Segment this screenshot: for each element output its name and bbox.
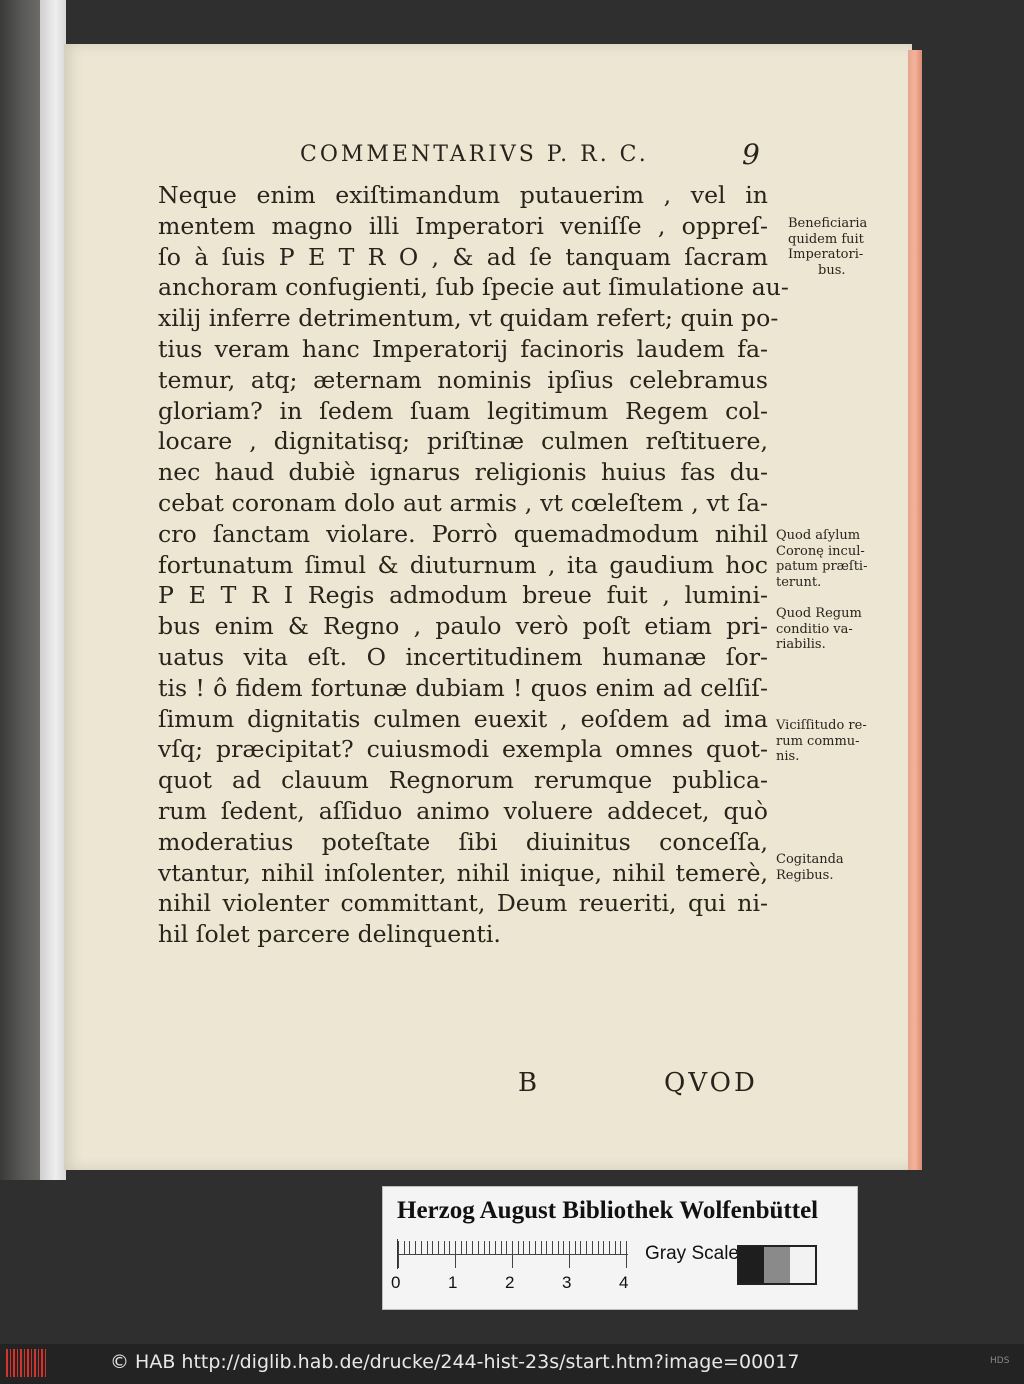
ruler-number: 4 [619, 1273, 629, 1292]
ruler-tick [535, 1241, 536, 1254]
marginal-line: terunt. [776, 574, 822, 590]
ruler-tick [409, 1241, 410, 1254]
signature-mark: B [518, 1068, 538, 1098]
text-line: tius veram hanc Imperatorij facinoris laudem fa- [158, 334, 768, 363]
text-line: rum ſedent, aſſiduo animo voluere addecet, quò [158, 796, 768, 825]
ruler-tick [404, 1241, 405, 1254]
ruler-tick [529, 1241, 530, 1254]
ruler-tick [546, 1241, 547, 1254]
text-line: nihil violenter committant, Deum reueriti, qui ni- [158, 889, 768, 918]
marginal-line: riabilis. [776, 637, 826, 652]
ruler-baseline [398, 1254, 628, 1255]
ruler-tick [575, 1241, 576, 1254]
marginal-line: Cogitanda [776, 852, 844, 867]
text-line: vtantur, nihil inſolenter, nihil inique, nihil temerè, [158, 858, 768, 887]
ruler-tick [586, 1241, 587, 1254]
marginal-line: Coronę incul- [776, 543, 865, 559]
marginal-line: conditio va- [776, 621, 853, 637]
text-line: Neque enim exiſtimandum putauerim , vel in [158, 181, 768, 209]
ruler-tick [552, 1241, 553, 1254]
text-line: hil ſolet parcere delinquenti. [158, 920, 501, 949]
marginal-note-2 [776, 528, 867, 590]
library-scale-card [382, 1186, 858, 1310]
swatch-mid [764, 1247, 789, 1283]
page-fore-edge [40, 0, 66, 1180]
marginal-note-4 [776, 718, 867, 765]
text-line: quot ad clauum Regnorum rerumque publica- [158, 766, 768, 795]
ruler-tick [478, 1241, 479, 1254]
marginal-line: Viciſſitudo re- [776, 718, 867, 733]
ruler-tick [421, 1241, 422, 1254]
ruler-tick [603, 1241, 604, 1254]
ruler-tick [484, 1241, 485, 1254]
marginal-note-1 [788, 216, 867, 278]
text-line: bus enim & Regno , paulo verò poſt etiam pri- [158, 612, 768, 641]
ruler-tick [592, 1241, 593, 1254]
library-name: Herzog August Bibliothek Wolfenbüttel [397, 1197, 819, 1224]
ruler-number: 0 [391, 1273, 401, 1292]
marginal-note-5 [776, 852, 844, 883]
ruler-tick [415, 1241, 416, 1254]
gray-scale-label: Gray Scale [645, 1243, 739, 1264]
ruler-tick [609, 1241, 610, 1254]
text-line: xilij inferre detrimentum, vt quidam refert; quin po- [158, 304, 779, 333]
text-line: P E T R I Regis admodum breue fuit , lumini- [158, 581, 768, 610]
ruler-numbers [391, 1273, 631, 1297]
marginal-line: Regibus. [776, 867, 834, 883]
marginal-line: Imperatori- [788, 247, 864, 262]
ruler-tick [615, 1241, 616, 1254]
text-line: mentem magno illi Imperatori veniſſe , oppreſ- [158, 211, 768, 240]
marginal-line: patum præſti- [776, 559, 868, 574]
ruler-tick [461, 1241, 462, 1254]
running-head: COMMENTARIVS P. R. C. [300, 142, 649, 167]
ruler-tick [598, 1241, 599, 1254]
text-line: uatus vita eſt. O incertitudinem humanæ ſor- [158, 642, 768, 671]
text-line: cro ſanctam violare. Porrò quemadmodum nihil [158, 519, 768, 548]
text-line: tis ! ô fidem fortunæ dubiam ! quos enim ad celſiſ- [158, 673, 768, 702]
text-line: ſimum dignitatis culmen euexit , eoſdem ad ima [158, 704, 768, 733]
ruler-tick [455, 1241, 456, 1268]
marginal-line: rum commu- [776, 733, 860, 749]
text-line: vſq; præcipitat? cuiusmodi exempla omnes quot- [158, 735, 768, 764]
text-line: moderatius poteſtate ſibi diuinitus conceſſa, [158, 827, 768, 856]
ruler-tick [620, 1241, 621, 1254]
page-number: 9 [742, 138, 760, 171]
page-red-edge [908, 50, 922, 1170]
catchword: QVOD [664, 1068, 758, 1098]
footer-mark: HDS [990, 1356, 1010, 1366]
ruler-tick [569, 1241, 570, 1268]
marginal-line: nis. [776, 749, 800, 764]
marginal-line: Quod aſylum [776, 528, 861, 543]
ruler-tick [518, 1241, 519, 1254]
ruler-tick [512, 1241, 513, 1268]
marginal-note-3 [776, 606, 862, 653]
ruler-tick [427, 1241, 428, 1254]
ruler-tick [449, 1241, 450, 1254]
text-line: cebat coronam dolo aut armis , vt cœleſtem , vt ſa- [158, 488, 768, 517]
text-line: fortunatum ſimul & diuturnum , ita gaudium hoc [158, 550, 768, 579]
copyright-url: © HAB http://diglib.hab.de/drucke/244-hist-23s/start.htm?image=00017 [110, 1351, 800, 1373]
ruler-tick [495, 1241, 496, 1254]
marginal-line: bus. [818, 262, 846, 278]
text-line: gloriam? in ſedem ſuam legitimum Regem col- [158, 396, 768, 425]
body-text [158, 180, 789, 950]
text-line: locare , dignitatisq; priſtinæ culmen reſtituere, [158, 427, 768, 456]
ruler-tick [466, 1241, 467, 1254]
ruler-number: 1 [448, 1273, 458, 1292]
ruler-tick [432, 1241, 433, 1254]
ruler-tick [580, 1241, 581, 1254]
ruler-tick [489, 1241, 490, 1254]
marginal-line: quidem fuit [788, 231, 864, 247]
ruler-tick [563, 1241, 564, 1254]
ruler-tick [541, 1241, 542, 1254]
ruler-number: 3 [562, 1273, 572, 1292]
ruler-number: 2 [505, 1273, 515, 1292]
ruler-tick [506, 1241, 507, 1254]
text-line: ſo à ſuis P E T R O , & ad ſe tanquam ſacram [158, 242, 768, 271]
ruler-tick [626, 1241, 627, 1268]
hab-logo-icon [6, 1349, 46, 1377]
text-line: nec haud dubiè ignarus religionis huius fas du- [158, 458, 768, 487]
swatch-dark [739, 1247, 764, 1283]
ruler-tick [438, 1241, 439, 1254]
ruler-tick [501, 1241, 502, 1254]
ruler-scale [397, 1239, 628, 1269]
ruler-tick [398, 1241, 399, 1268]
ruler-tick [523, 1241, 524, 1254]
marginal-line: Beneficiaria [788, 216, 868, 231]
swatch-light [790, 1247, 815, 1283]
marginal-line: Quod Regum [776, 606, 862, 621]
text-line: anchoram confugienti, ſub ſpecie aut ſimulatione au- [158, 273, 789, 302]
text-line: temur, atq; æternam nominis ipſius celebramus [158, 365, 768, 394]
gray-scale-swatches [737, 1245, 817, 1285]
ruler-tick [444, 1241, 445, 1254]
ruler-tick [558, 1241, 559, 1254]
ruler-tick [472, 1241, 473, 1254]
